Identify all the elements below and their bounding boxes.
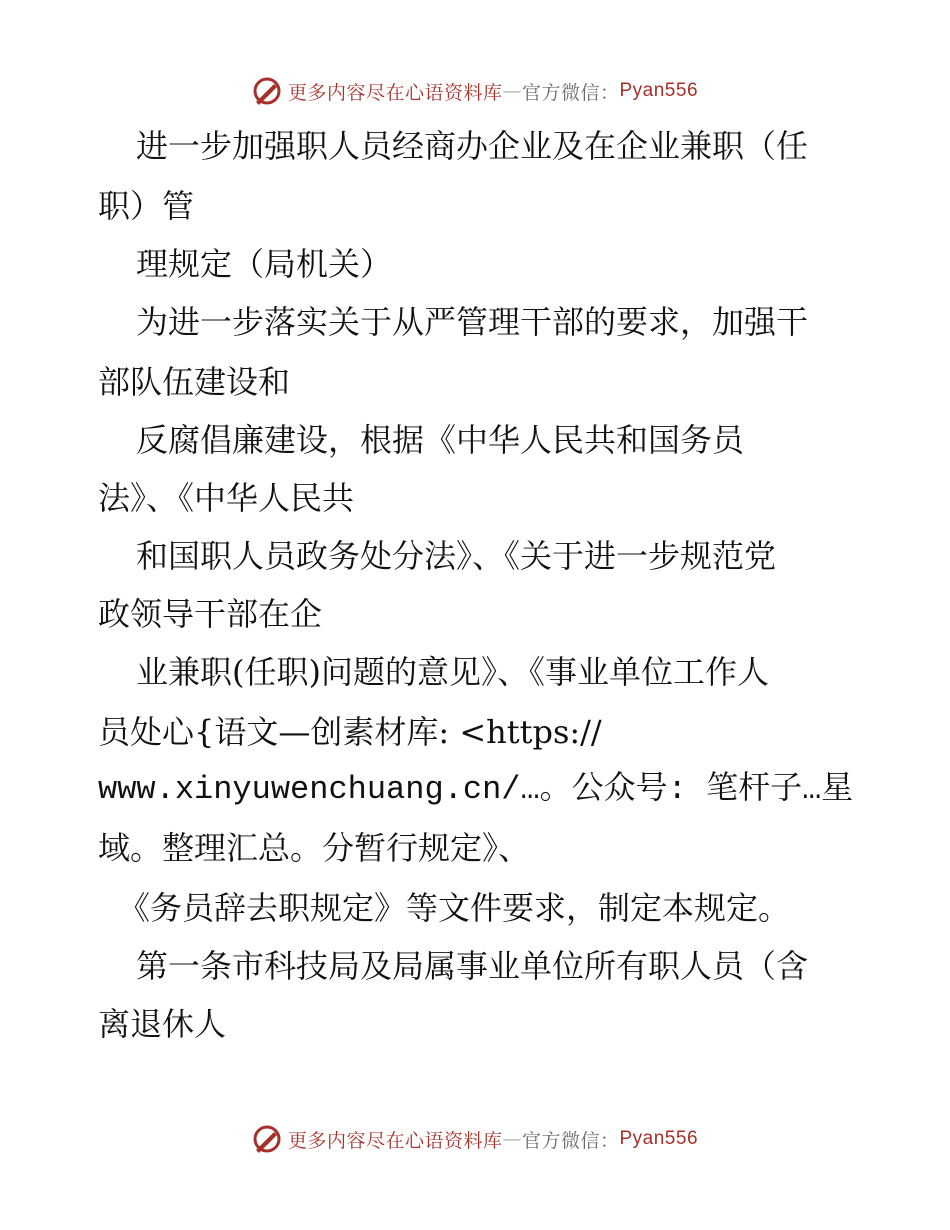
body-line: 政领导干部在企 [98,595,323,633]
body-line: 第一条市科技局及局属事业单位所有职人员（含 [136,947,809,985]
watermark-text: 更多内容尽在心语资料库 [287,81,503,104]
watermark-wechat-label: 官方微信： [521,1129,620,1152]
watermark-text: 更多内容尽在心语资料库 [287,1129,503,1152]
watermark-wechat-id: Pyan556 [619,1128,699,1149]
body-line: 域。整理汇总。分暂行规定》、 [98,829,531,867]
body-line: 进一步加强职人员经商办企业及在企业兼职（任 [136,127,809,165]
body-line: 部队伍建设和 [98,363,291,401]
watermark-separator: — [502,80,522,102]
body-line: 离退休人 [98,1005,227,1043]
pen-logo-icon [252,1124,282,1154]
body-line: 理规定（局机关） [136,245,393,283]
watermark-header [0,76,950,106]
pen-logo-icon [252,76,282,106]
watermark-separator: — [502,1128,522,1150]
body-line: 为进一步落实关于从严管理干部的要求，加强干 [136,303,809,341]
body-line: 和国职人员政务处分法》、《关于进一步规范党 [136,537,777,575]
watermark-footer [0,1124,950,1154]
body-line: 员处心{语文—创素材库: <https:// [98,713,602,751]
body-line: 《务员辞去职规定》等文件要求，制定本规定。 [118,889,791,927]
body-line: 反腐倡廉建设，根据《中华人民共和国务员 [136,421,745,459]
watermark-wechat-id: Pyan556 [619,80,699,101]
watermark-wechat-label: 官方微信： [521,81,620,104]
body-line: www.xinyuwenchuang.cn/…。公众号: 笔杆子…星 [98,771,854,808]
body-line: 法》、《中华人民共 [98,479,355,517]
body-line: 职）管 [98,187,195,225]
body-line: 业兼职(任职)问题的意见》、《事业单位工作人 [136,653,769,691]
